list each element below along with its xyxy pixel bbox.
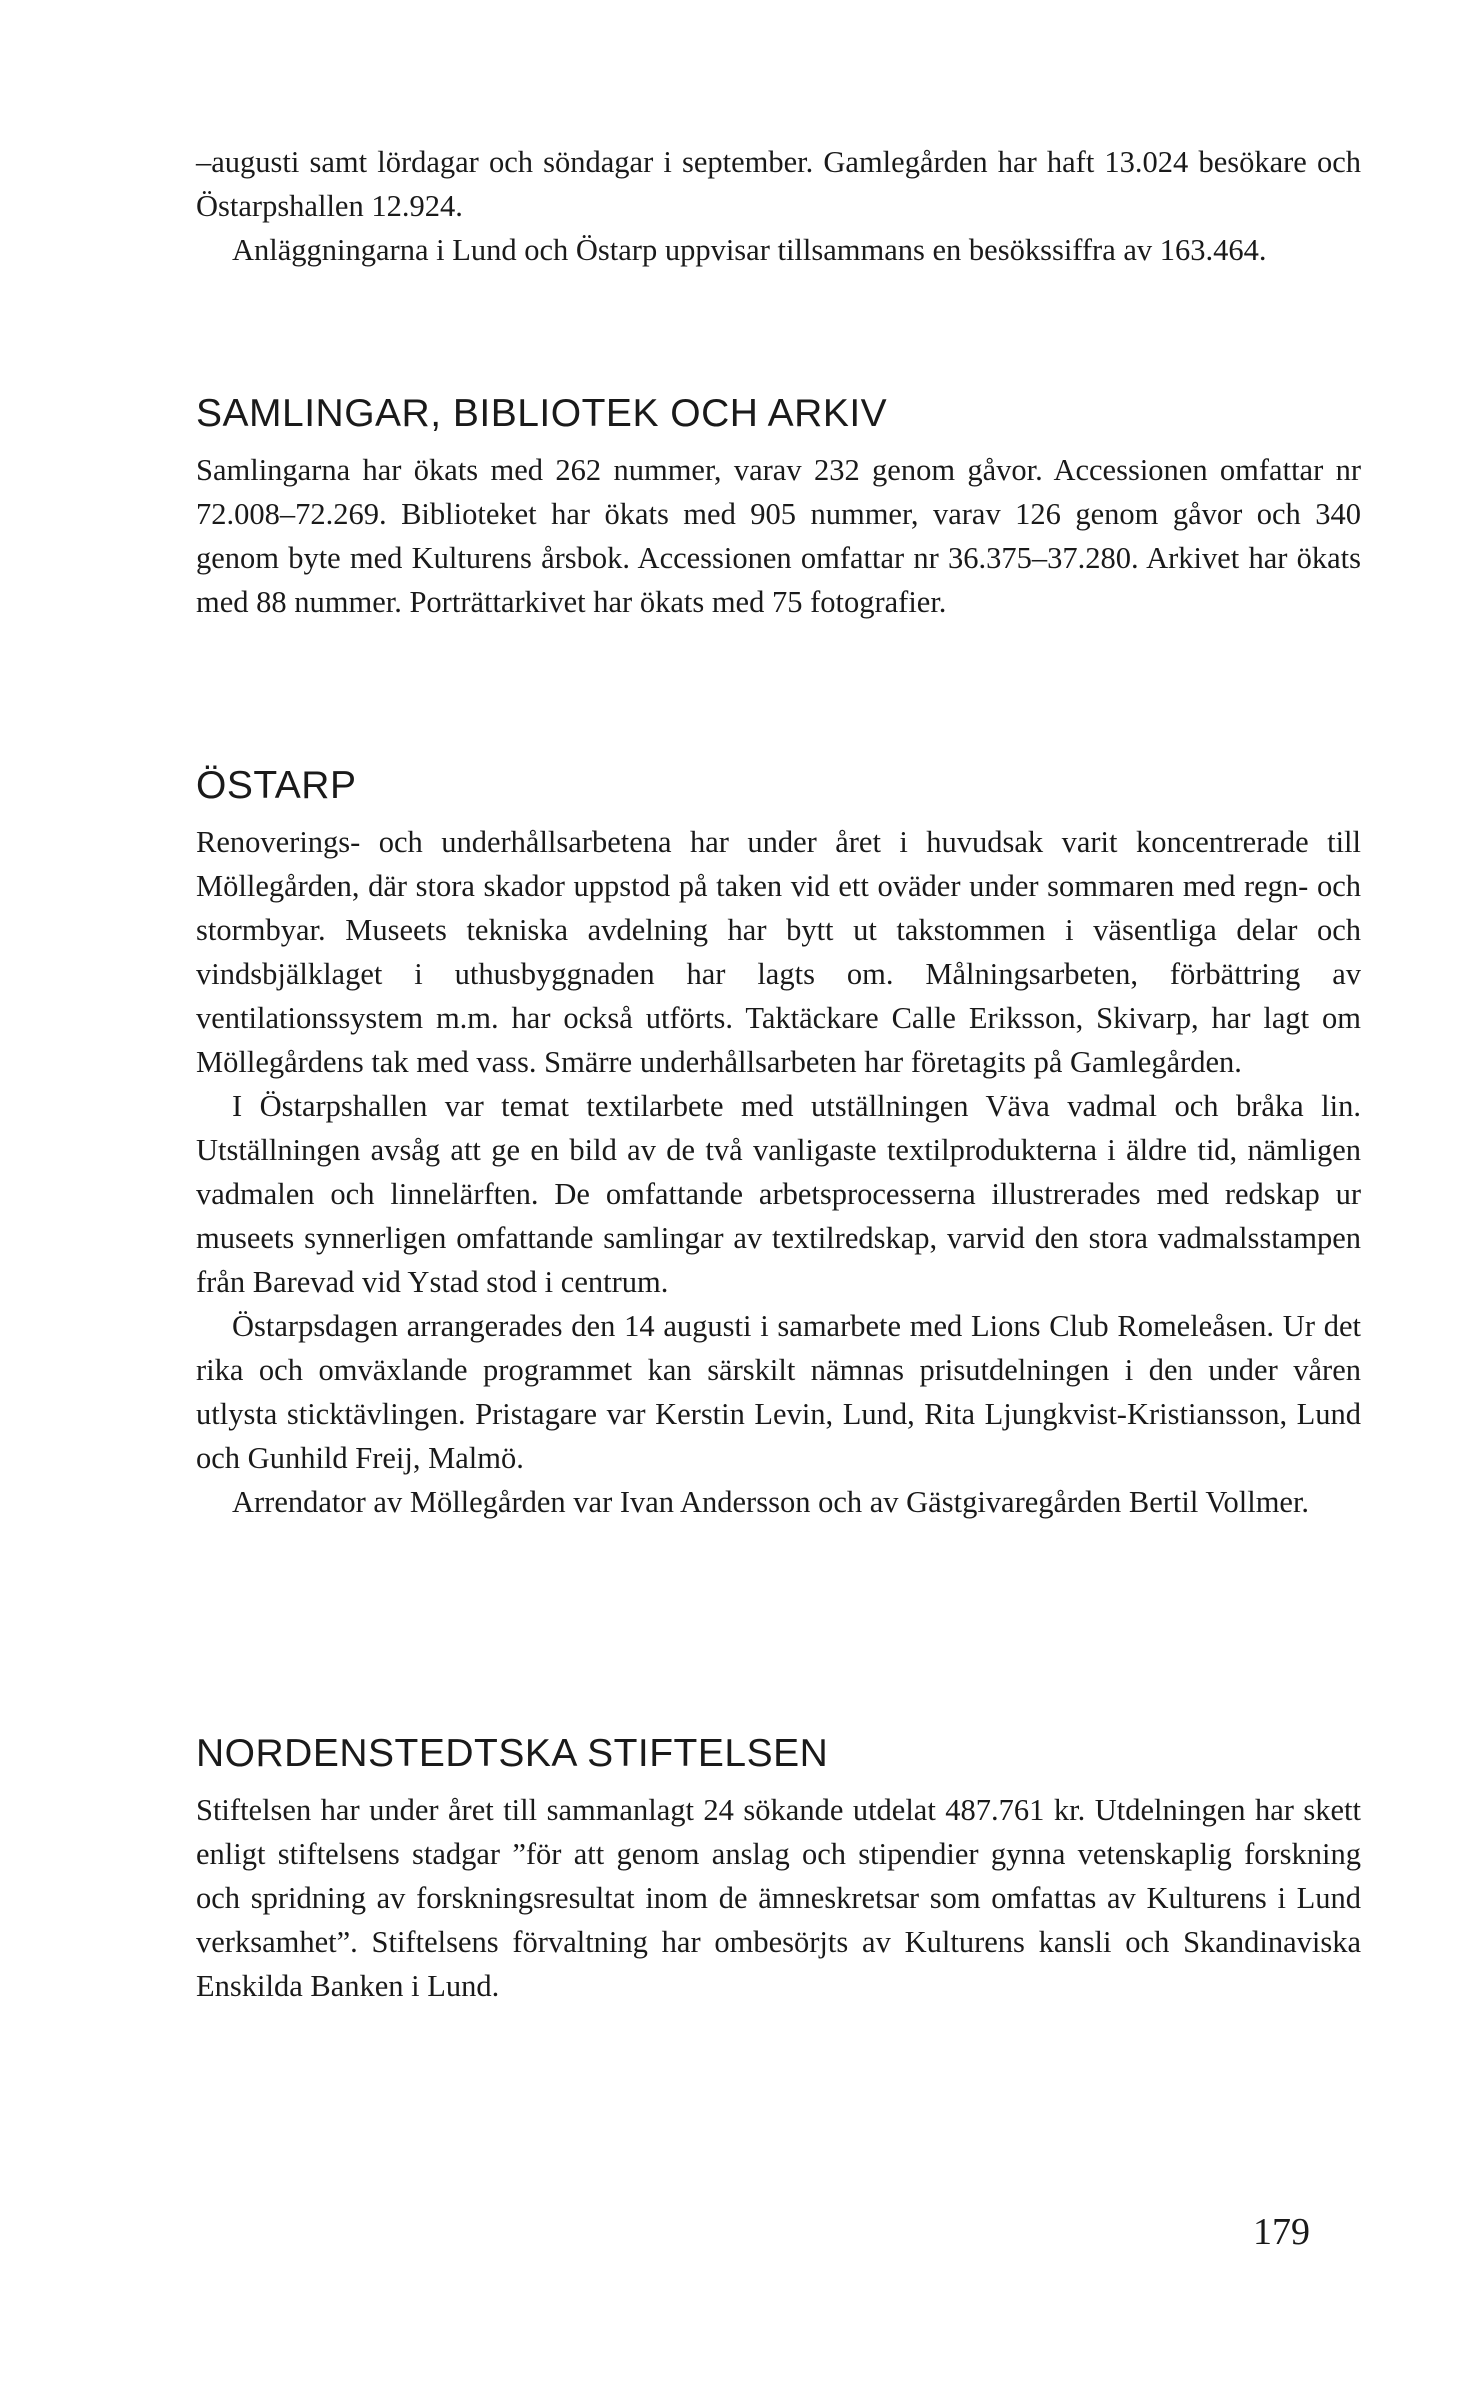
nordenstedtska-section [196, 1730, 1361, 2008]
page-number: 179 [1253, 2211, 1310, 2253]
ostarp-paragraph-4: Arrendator av Möllegården var Ivan Andersson och av Gästgivaregården Bertil Vollmer. [232, 1485, 1310, 1519]
intro-paragraph-1: –augusti samt lördagar och söndagar i september. Gamlegården har haft 13.024 besökare och Östarpshallen 12.924. [196, 145, 1361, 223]
intro-section [196, 140, 1361, 272]
samlingar-section [196, 390, 1361, 624]
ostarp-paragraph-3: Östarpsdagen arrangerades den 14 augusti i samarbete med Lions Club Romeleåsen. Ur det rika och omväxlande programmet kan särskilt nämnas prisutdelningen i den under våren utlysta sticktävlingen. Pristagare var Kerstin Levin, Lund, Rita Ljungkvist-Kristiansson, Lund och Gunhild Freij, Malmö. [196, 1309, 1361, 1475]
ostarp-paragraph-2: I Östarpshallen var temat textilarbete med utställningen Väva vadmal och bråka lin. Utställningen avsåg att ge en bild av de två vanligaste textilprodukterna i äldre tid, nämligen vadmalen och linnelärften. De omfattande arbetsprocesserna illustrerades med redskap ur museets synnerligen omfattande samlingar av textilredskap, varvid den stora vadmalsstampen från Barevad vid Ystad stod i centrum. [196, 1089, 1361, 1299]
nordenstedtska-paragraph-1: Stiftelsen har under året till sammanlagt 24 sökande utdelat 487.761 kr. Utdelningen har skett enligt stiftelsens stadgar ”för att genom anslag och stipendier gynna vetenskaplig forskning och spridning av forskningsresultat inom de ämneskretsar som omfattas av Kulturens i Lund verksamhet”. Stiftelsens förvaltning har ombesörjts av Kulturens kansli och Skandinaviska Enskilda Banken i Lund. [196, 1793, 1361, 2003]
ostarp-section [196, 762, 1361, 1524]
ostarp-paragraph-1: Renoverings- och underhållsarbetena har under året i huvudsak varit koncentrerade till Möllegården, där stora skador uppstod på taken vid ett oväder under sommaren med regn- och stormbyar. Museets tekniska avdelning har bytt ut takstommen i väsentliga delar och vindsbjälklaget i uthusbyggnaden har lagts om. Målningsarbeten, förbättring av ventilationssystem m.m. har också utförts. Taktäckare Calle Eriksson, Skivarp, har lagt om Möllegårdens tak med vass. Smärre underhållsarbeten har företagits på Gamlegården. [196, 825, 1361, 1079]
nordenstedtska-heading: NORDENSTEDTSKA STIFTELSEN [196, 1732, 829, 1775]
samlingar-paragraph-1: Samlingarna har ökats med 262 nummer, varav 232 genom gåvor. Accessionen omfattar nr 72.008–72.269. Biblioteket har ökats med 905 nummer, varav 126 genom gåvor och 340 genom byte med Kulturens årsbok. Accessionen omfattar nr 36.375–37.280. Arkivet har ökats med 88 nummer. Porträttarkivet har ökats med 75 fotografier. [196, 453, 1361, 619]
intro-paragraph-2: Anläggningarna i Lund och Östarp uppvisar tillsammans en besökssiffra av 163.464. [232, 233, 1267, 267]
samlingar-heading: SAMLINGAR, BIBLIOTEK OCH ARKIV [196, 392, 888, 435]
ostarp-heading: ÖSTARP [196, 764, 357, 807]
